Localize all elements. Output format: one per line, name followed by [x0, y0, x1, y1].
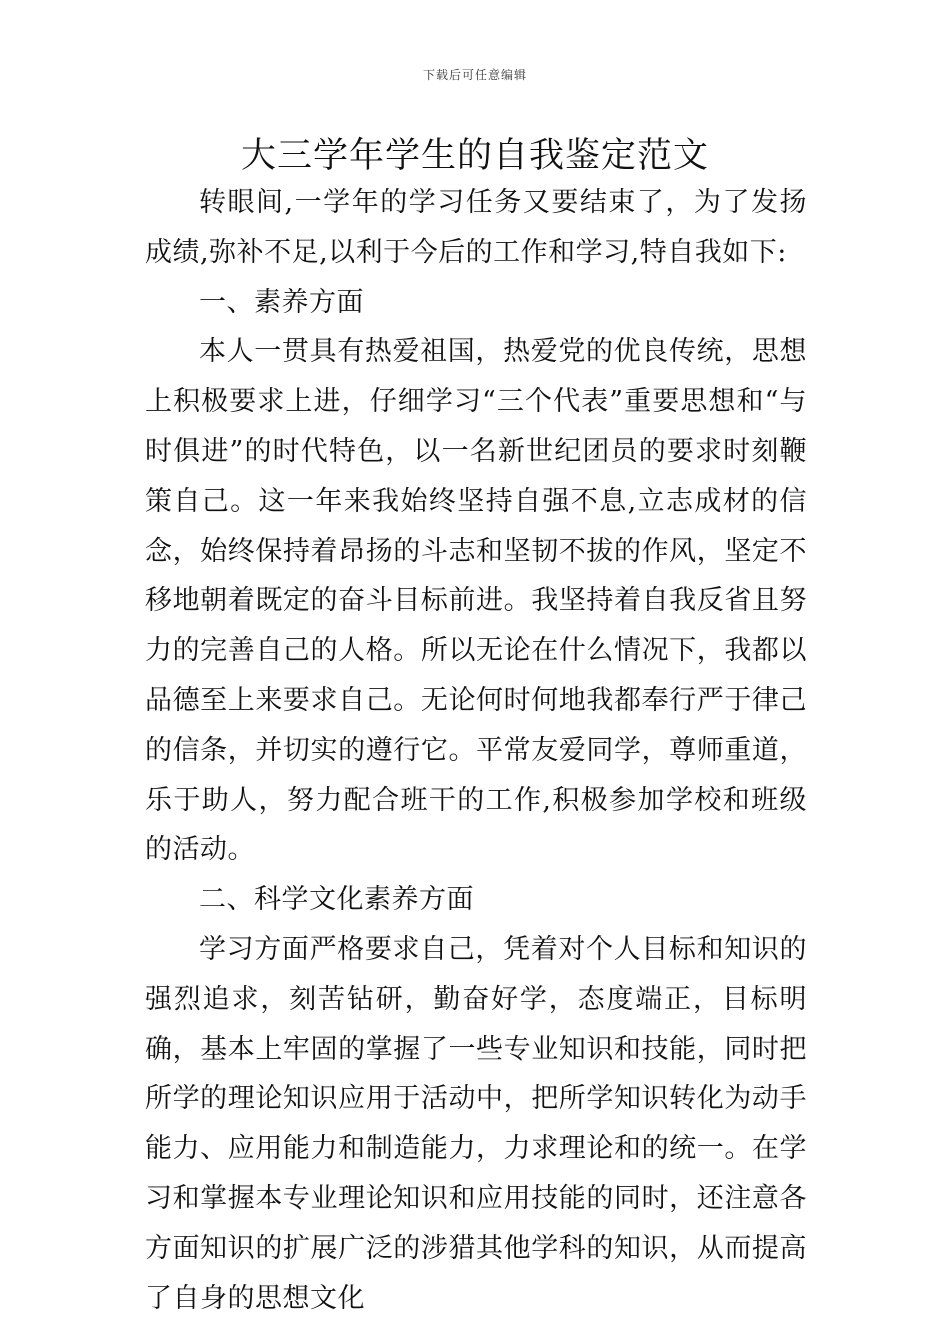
section-body-quality: 本人一贯具有热爱祖国，热爱党的优良传统，思想上积极要求上进，仔细学习“三个代表”重要思想和“与时俱进”的时代特色，以一名新世纪团员的要求时刻鞭策自己。这一年来我始终坚持自强不息,立志成材的信念，始终保持着昂扬的斗志和坚韧不拔的作风，坚定不移地朝着既定的奋斗目标前进。我坚持着自我反省且努力的完善自己的人格。所以无论在什么情况下，我都以品德至上来要求自己。无论何时何地我都奉行严于律己的信条，并切实的遵行它。平常友爱同学，尊师重道，乐于助人，努力配合班干的工作,积极参加学校和班级的活动。 [145, 336, 807, 866]
section-heading-science-culture: 二、科学文化素养方面 [199, 884, 474, 916]
header-note: 下载后可任意编辑 [422, 68, 527, 82]
section-body-science-culture: 学习方面严格要求自己，凭着对个人目标和知识的强烈追求，刻苦钻研，勤奋好学，态度端正，目标明确，基本上牢固的掌握了一些专业知识和技能，同时把所学的理论知识应用于活动中，把所学知识转化为动手能力、应用能力和制造能力，力求理论和的统一。在学习和掌握本专业理论知识和应用技能的同时，还注意各方面知识的扩展广泛的涉猎其他学科的知识，从而提高了自身的思想文化 [145, 933, 807, 1314]
document-body [145, 178, 807, 1323]
section-heading-quality: 一、素养方面 [199, 286, 364, 318]
document-title: 大三学年学生的自我鉴定范文 [240, 136, 709, 176]
intro-paragraph: 转眼间,一学年的学习任务又要结束了，为了发扬成绩,弥补不足,以利于今后的工作和学习,特自我如下: [145, 187, 807, 268]
